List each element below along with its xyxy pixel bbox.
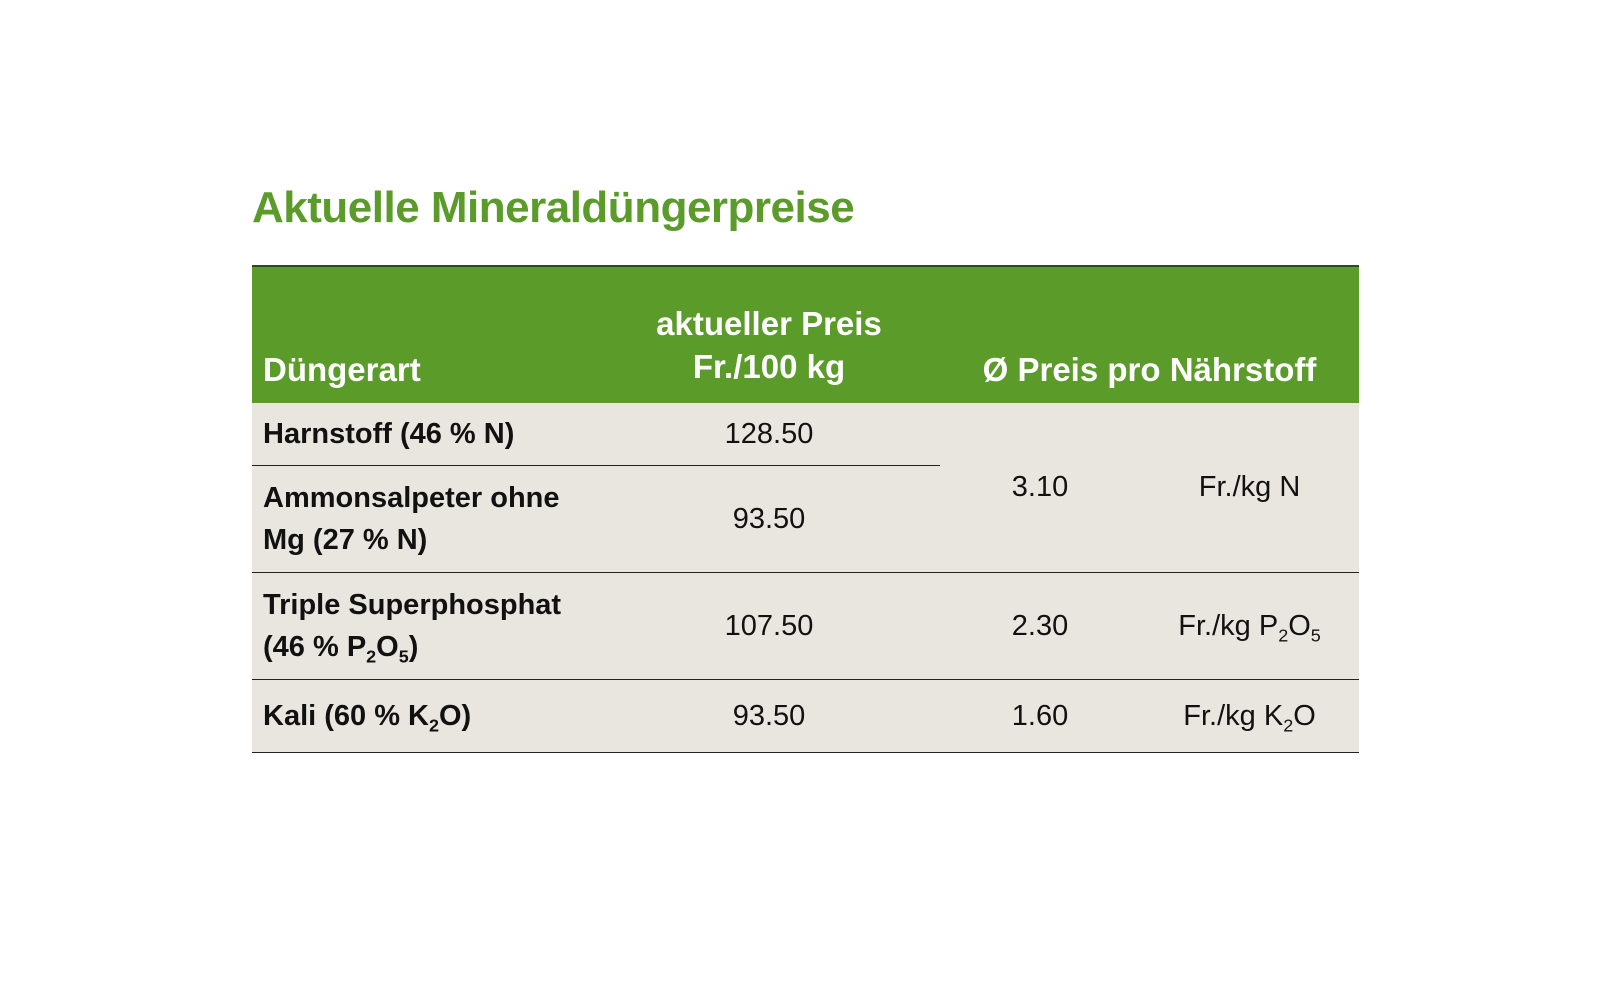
nutrient-avg-price: 3.10 [940,403,1140,573]
header-avg-price-per-nutrient: Ø Preis pro Nährstoff [940,266,1359,403]
fertilizer-name-line2: Mg (27 % N) [263,524,428,556]
table-row [252,573,1359,680]
fertilizer-name-line1: Triple Superphosphat [263,588,562,621]
fertilizer-price-table [252,265,1359,753]
fertilizer-price: 107.50 [598,573,940,680]
nutrient-unit: Fr./kg $P_2O_5$ [1140,573,1359,680]
fertilizer-price: 128.50 [598,403,940,466]
table-row [252,403,1359,466]
header-current-price-line1: aktueller Preis [656,305,882,343]
fertilizer-price: 93.50 [598,466,940,573]
header-current-price [598,266,940,403]
fertilizer-name: Kali (60 % $K_2O$) [252,680,598,753]
nutrient-unit: Fr./kg N [1140,403,1359,573]
table-row [252,680,1359,753]
fertilizer-name [252,573,598,680]
header-fertilizer-type: Düngerart [252,266,598,403]
nutrient-unit: Fr./kg $K_2O$ [1140,680,1359,753]
fertilizer-name [252,466,598,573]
fertilizer-price: 93.50 [598,680,940,753]
nutrient-avg-price: 1.60 [940,680,1140,753]
fertilizer-name-line2: (46 % $P_2O_5$) [263,631,419,667]
page-title: Aktuelle Mineraldüngerpreise [252,183,855,232]
header-current-price-line2: Fr./100 kg [692,348,846,386]
nutrient-avg-price: 2.30 [940,573,1140,680]
fertilizer-name-line1: Ammonsalpeter ohne [263,481,560,514]
table-header-row [252,266,1359,403]
fertilizer-name: Harnstoff (46 % N) [252,403,598,466]
